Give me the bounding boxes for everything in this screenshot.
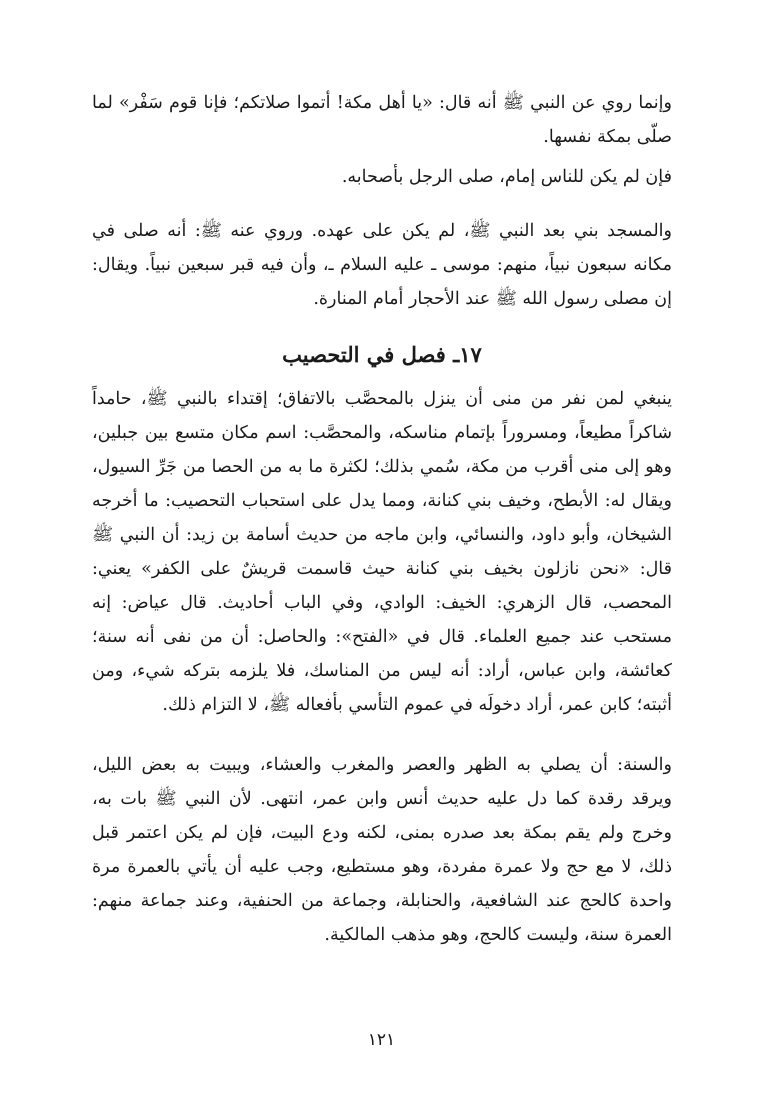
section-heading: ١٧ـ فصل في التحصيب — [282, 342, 482, 367]
paragraph-1: وإنما روي عن النبي ﷺ أنه قال: «يا أهل مكة! أتموا صلاتكم؛ فإنا قوم سَفْر» لما صلّى بمكة نفسها. — [92, 93, 672, 147]
paragraph-4: ينبغي لمن نفر من منى أن ينزل بالمحصَّب بالاتفاق؛ إقتداء بالنبي ﷺ، حامداً شاكراً مطيعاً، ومسروراً بإتمام مناسكه، والمحصَّب: اسم مكان متسع بين جبلين، وهو إلى منى أقرب من مكة، سُمي بذلك؛ لكثرة ما به من الحصا من جَرِّ السيول، ويقال له: الأبطح، وخيف بني كنانة، ومما يدل على استحباب التحصيب: ما أخرجه الشيخان، وأبو داود، والنسائي، وابن ماجه من حديث أسامة بن زيد: أن النبي ﷺ قال: «نحن نازلون بخيف بني كنانة حيث قاسمت قريشٌ على الكفر» يعني: المحصب، قال الزهري: الخيف: الوادي، وفي الباب أحاديث. قال عياض: إنه مستحب عند جميع العلماء. قال في «الفتح»: والحاصل: أن من نفى أنه سنة؛ كعائشة، وابن عباس، أراد: أنه ليس من المناسك، فلا يلزمه بتركه شيء، ومن أثبته؛ كابن عمر، أراد دخولَه في عموم التأسي بأفعاله ﷺ، لا التزام ذلك. — [92, 389, 672, 715]
page-number: ١٢١ — [367, 1030, 396, 1050]
paragraph-2: فإن لم يكن للناس إمام، صلى الرجل بأصحابه. — [341, 167, 672, 187]
paragraph-3: والمسجد بني بعد النبي ﷺ، لم يكن على عهده. وروي عنه ﷺ: أنه صلى في مكانه سبعون نبياً، منهم: موسى ـ عليه السلام ـ، وأن فيه قبر سبعين نبياً. ويقال: إن مصلى رسول الله ﷺ عند الأحجار أمام المنارة. — [92, 221, 672, 309]
paragraph-5: والسنة: أن يصلي به الظهر والعصر والمغرب والعشاء، ويبيت به بعض الليل، ويرقد رقدة كما دل عليه حديث أنس وابن عمر، انتهى. لأن النبي ﷺ بات به، وخرج ولم يقم بمكة بعد صدره بمنى، لكنه ودع البيت، فإن لم يكن اعتمر قبل ذلك، لا مع حج ولا عمرة مفردة، وهو مستطيع، وجب عليه أن يأتي بالعمرة مرة واحدة كالحج عند الشافعية، والحنابلة، وجماعة من الحنفية، وعند جماعة منهم: العمرة سنة، وليست كالحج، وهو مذهب المالكية. — [92, 755, 672, 945]
